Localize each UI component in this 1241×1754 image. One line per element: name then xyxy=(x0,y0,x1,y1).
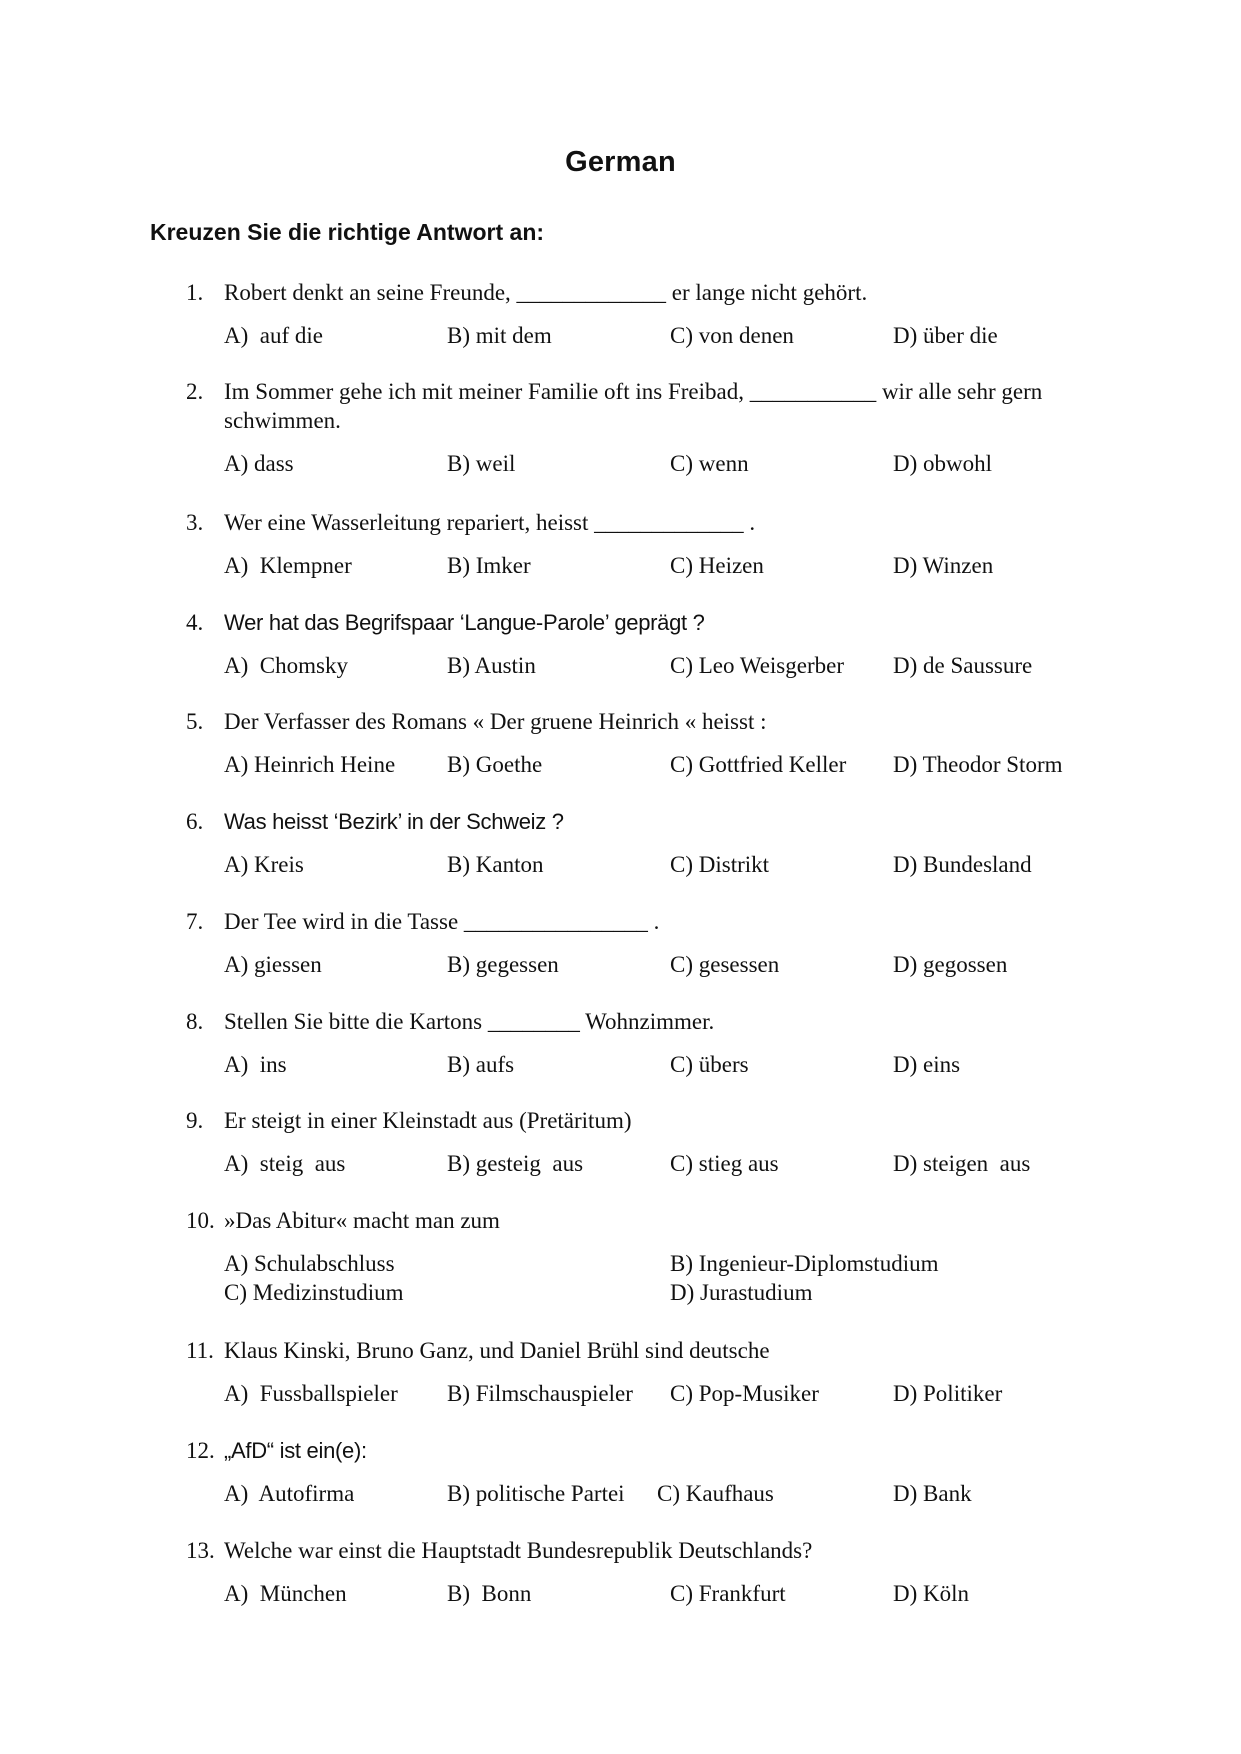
option-d: D) obwohl xyxy=(893,451,993,476)
options xyxy=(224,1050,1146,1079)
question-9 xyxy=(186,1106,1146,1178)
option-b: B) Imker xyxy=(447,553,531,578)
option-b: B) gegessen xyxy=(447,952,559,977)
option-d: D) Bundesland xyxy=(893,852,1032,877)
question-text: „AfD“ ist ein(e): xyxy=(224,1438,367,1463)
option-a: A) München xyxy=(224,1581,347,1606)
question-number: 4. xyxy=(186,610,204,635)
option-b: B) gesteig aus xyxy=(447,1151,584,1176)
option-d: D) de Saussure xyxy=(893,653,1033,678)
option-a: A) Autofirma xyxy=(224,1481,355,1506)
question-number: 7. xyxy=(186,909,204,934)
option-c: C) Pop-Musiker xyxy=(670,1381,819,1406)
question-text: Im Sommer gehe ich mit meiner Familie oft ins Freibad, ___________ wir alle sehr gern schwimmen. xyxy=(224,379,1043,433)
option-d: D) Köln xyxy=(893,1581,970,1606)
question-5 xyxy=(186,707,1146,779)
question-text: Er steigt in einer Kleinstadt aus (Pretäritum) xyxy=(224,1108,632,1133)
question-number: 11. xyxy=(186,1338,214,1363)
question-number: 3. xyxy=(186,510,204,535)
question-number: 6. xyxy=(186,809,204,834)
option-c: C) Medizinstudium xyxy=(224,1280,404,1305)
options xyxy=(224,1579,1146,1608)
option-b: B) weil xyxy=(447,451,516,476)
option-a: A) Heinrich Heine xyxy=(224,752,396,777)
option-a: A) Fussballspieler xyxy=(224,1381,398,1406)
options xyxy=(224,1479,1146,1508)
option-c: C) Heizen xyxy=(670,553,764,578)
question-text: Robert denkt an seine Freunde, _____________ er lange nicht gehört. xyxy=(224,280,868,305)
question-number: 1. xyxy=(186,280,204,305)
options xyxy=(224,321,1146,350)
question-number: 12. xyxy=(186,1438,215,1463)
option-c: C) Kaufhaus xyxy=(657,1481,774,1506)
options xyxy=(224,551,1146,580)
option-d: D) Winzen xyxy=(893,553,994,578)
option-a: A) dass xyxy=(224,451,294,476)
options xyxy=(224,1149,1146,1178)
option-a: A) ins xyxy=(224,1052,287,1077)
question-text: Wer eine Wasserleitung repariert, heisst _____________ . xyxy=(224,510,756,535)
page-title: German xyxy=(565,146,676,178)
question-text: Stellen Sie bitte die Kartons ________ Wohnzimmer. xyxy=(224,1009,715,1034)
question-11 xyxy=(186,1336,1146,1408)
option-c: C) Leo Weisgerber xyxy=(670,653,844,678)
question-12 xyxy=(186,1436,1146,1508)
question-2 xyxy=(186,377,1146,478)
option-a: A) steig aus xyxy=(224,1151,346,1176)
option-c: C) wenn xyxy=(670,451,749,476)
question-6 xyxy=(186,807,1146,879)
option-b: B) politische Partei xyxy=(447,1481,625,1506)
question-text: »Das Abitur« macht man zum xyxy=(224,1208,500,1233)
option-a: A) Schulabschluss xyxy=(224,1251,395,1276)
option-d: D) Jurastudium xyxy=(670,1280,813,1305)
option-d: D) eins xyxy=(893,1052,961,1077)
option-b: B) Austin xyxy=(447,653,536,678)
question-text: Was heisst ‘Bezirk’ in der Schweiz ? xyxy=(224,809,564,834)
options xyxy=(224,750,1146,779)
option-c: C) übers xyxy=(670,1052,749,1077)
options xyxy=(224,950,1146,979)
option-c: C) stieg aus xyxy=(670,1151,779,1176)
options xyxy=(224,1379,1146,1408)
option-b: B) mit dem xyxy=(447,323,552,348)
option-b: B) Filmschauspieler xyxy=(447,1381,633,1406)
question-3 xyxy=(186,508,1146,580)
option-b: B) Ingenieur-Diplomstudium xyxy=(670,1251,939,1276)
question-7 xyxy=(186,907,1146,979)
option-a: A) Chomsky xyxy=(224,653,348,678)
option-a: A) giessen xyxy=(224,952,322,977)
question-4 xyxy=(186,608,1146,680)
option-c: C) von denen xyxy=(670,323,794,348)
question-10 xyxy=(186,1206,1146,1307)
question-8 xyxy=(186,1007,1146,1079)
option-d: D) steigen aus xyxy=(893,1151,1031,1176)
option-d: D) Bank xyxy=(893,1481,972,1506)
option-d: D) Theodor Storm xyxy=(893,752,1063,777)
options xyxy=(224,449,1146,478)
question-number: 8. xyxy=(186,1009,204,1034)
question-text: Der Verfasser des Romans « Der gruene Heinrich « heisst : xyxy=(224,709,767,734)
option-a: A) auf die xyxy=(224,323,323,348)
option-a: A) Kreis xyxy=(224,852,304,877)
question-text: Wer hat das Begrifspaar ‘Langue-Parole’ geprägt ? xyxy=(224,610,705,635)
question-text: Welche war einst die Hauptstadt Bundesrepublik Deutschlands? xyxy=(224,1538,813,1563)
question-1 xyxy=(186,278,1146,350)
option-c: C) gesessen xyxy=(670,952,780,977)
question-number: 9. xyxy=(186,1108,204,1133)
option-a: A) Klempner xyxy=(224,553,352,578)
question-text: Klaus Kinski, Bruno Ganz, und Daniel Brühl sind deutsche xyxy=(224,1338,770,1363)
option-b: B) Kanton xyxy=(447,852,544,877)
option-c: C) Distrikt xyxy=(670,852,770,877)
question-number: 13. xyxy=(186,1538,215,1563)
question-number: 5. xyxy=(186,709,204,734)
option-b: B) Goethe xyxy=(447,752,543,777)
option-c: C) Frankfurt xyxy=(670,1581,786,1606)
question-text: Der Tee wird in die Tasse ________________ . xyxy=(224,909,660,934)
options xyxy=(224,850,1146,879)
question-number: 10. xyxy=(186,1208,215,1233)
options xyxy=(224,1249,1146,1307)
option-d: D) gegossen xyxy=(893,952,1008,977)
options xyxy=(224,651,1146,680)
option-d: D) Politiker xyxy=(893,1381,1003,1406)
option-c: C) Gottfried Keller xyxy=(670,752,847,777)
option-b: B) Bonn xyxy=(447,1581,532,1606)
question-13 xyxy=(186,1536,1146,1608)
question-number: 2. xyxy=(186,379,204,404)
option-d: D) über die xyxy=(893,323,998,348)
option-b: B) aufs xyxy=(447,1052,515,1077)
instruction: Kreuzen Sie die richtige Antwort an: xyxy=(150,219,545,245)
